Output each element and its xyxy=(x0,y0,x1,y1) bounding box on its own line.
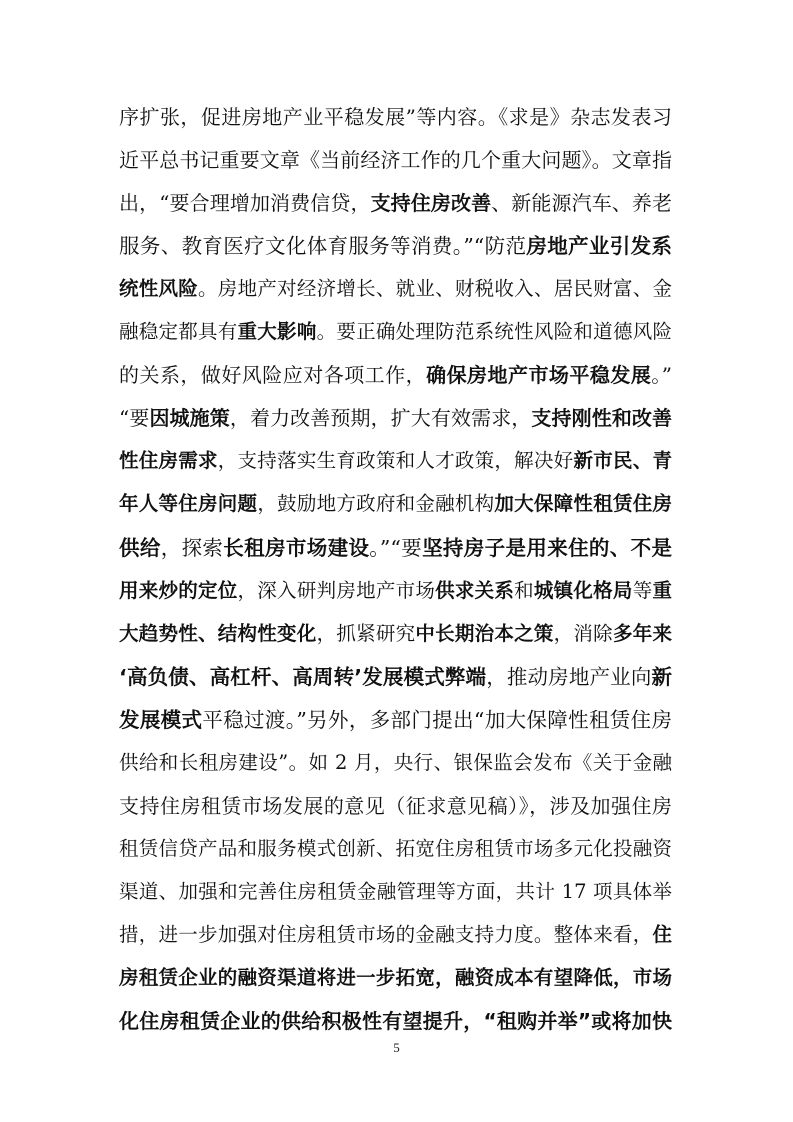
text-line xyxy=(119,743,672,783)
text-segment: 序扩张，促进房地产业平稳发展”等内容。《求是》杂志发表习 xyxy=(119,105,672,129)
bold-text-segment: 统性风险 xyxy=(119,277,199,301)
text-line xyxy=(119,958,672,998)
text-line xyxy=(119,657,672,697)
text-segment: ，着力改善预期，扩大有效需求， xyxy=(229,406,532,431)
text-line xyxy=(119,700,672,740)
text-segment: ，鼓励地方政府和金融机构 xyxy=(257,492,495,516)
text-line xyxy=(119,441,672,481)
bold-text-segment: 新市民、青 xyxy=(573,449,672,473)
text-segment: ，抓紧研究 xyxy=(316,621,416,645)
text-segment: 近平总书记重要文章《当前经济工作的几个重大问题》。文章指 xyxy=(119,148,672,173)
bold-text-segment: 住 xyxy=(652,922,672,946)
text-segment: 服务、教育医疗文化体育服务等消费。”“防范 xyxy=(119,234,527,259)
text-line xyxy=(119,1001,672,1041)
text-line xyxy=(119,915,672,955)
bold-text-segment: 因城施策 xyxy=(149,406,230,431)
bold-text-segment: 年人等住房问题 xyxy=(119,492,258,516)
bold-text-segment: 中长期治本之策 xyxy=(415,621,554,645)
bold-text-segment: 大趋势性、结构性变化 xyxy=(119,621,317,645)
bold-text-segment: 房租赁企业的融资渠道将进一步拓宽，融资成本有望降低，市场 xyxy=(119,966,672,989)
text-line xyxy=(119,528,672,568)
bold-text-segment: 新 xyxy=(651,664,672,689)
bold-text-segment: 支持刚性和改善 xyxy=(531,406,673,431)
bold-text-segment: 加大保障性租赁住房 xyxy=(494,492,672,516)
text-segment: ，支持落实生育政策和人才政策，解决好 xyxy=(217,449,574,473)
text-line xyxy=(119,614,672,654)
text-segment: 。”“要 xyxy=(369,535,423,560)
text-line xyxy=(119,398,672,438)
text-line xyxy=(119,829,672,869)
text-line xyxy=(119,872,672,912)
bold-text-segment: 发展模式 xyxy=(119,707,203,732)
text-segment: 平稳过渡。”另外，多部门提出“加大保障性租赁住房 xyxy=(202,707,672,732)
bold-text-segment: 多年来 xyxy=(612,621,672,645)
bold-text-segment: 用来炒的定位 xyxy=(119,578,238,602)
text-segment: 。” xyxy=(651,363,672,388)
text-line xyxy=(119,140,672,180)
bold-text-segment: 支持住房改善 xyxy=(370,191,492,216)
bold-text-segment: 房地产业引发系 xyxy=(526,234,673,259)
text-segment: “要 xyxy=(119,406,150,431)
text-segment: 出，“要合理增加消费信贷， xyxy=(119,191,371,216)
text-segment: 。房地产对经济增长、就业、财税收入、居民财富、金 xyxy=(198,277,672,301)
text-segment: ，深入研判房地产市场 xyxy=(237,578,436,602)
bold-text-segment: ‘高负债、高杠杆、高周转’发展模式弊端 xyxy=(119,664,487,689)
text-line xyxy=(119,571,672,611)
page-number: 5 xyxy=(393,1040,400,1055)
bold-text-segment: 重 xyxy=(652,578,672,602)
text-line xyxy=(119,97,672,137)
text-segment: 渠道、加强和完善住房租赁金融管理等方面，共计 17 项具体举 xyxy=(119,879,672,903)
text-line xyxy=(119,484,672,524)
text-segment: 融稳定都具有 xyxy=(119,320,238,344)
text-segment: ，探索 xyxy=(160,535,224,560)
bold-text-segment: 化住房租赁企业的供给积极性有望提升，“租购并举”或将加快 xyxy=(119,1009,672,1034)
text-line xyxy=(119,786,672,826)
text-segment: 等 xyxy=(632,578,653,602)
text-line xyxy=(119,312,672,352)
text-segment: ，消除 xyxy=(553,621,613,645)
bold-text-segment: 确保房地产市场平稳发展 xyxy=(426,363,652,388)
text-segment: 供给和长租房建设”。如 2 月，央行、银保监会发布《关于金融 xyxy=(119,750,672,774)
text-line xyxy=(119,183,672,223)
text-segment: 、新能源汽车、养老 xyxy=(491,191,673,216)
bold-text-segment: 坚持房子是用来住的、不是 xyxy=(422,535,673,560)
text-line xyxy=(119,269,672,309)
bold-text-segment: 性住房需求 xyxy=(119,449,218,473)
text-segment: 和 xyxy=(514,578,534,602)
bold-text-segment: 供求关系 xyxy=(435,578,515,602)
bold-text-segment: 城镇化格局 xyxy=(533,578,633,602)
bold-text-segment: 重大影响 xyxy=(237,320,317,344)
text-segment: 支持住房租赁市场发展的意见（征求意见稿）》，涉及加强住房 xyxy=(119,793,672,818)
text-segment: 措，进一步加强对住房租赁市场的金融支持力度。整体来看， xyxy=(119,922,653,946)
text-segment: 的关系，做好风险应对各项工作， xyxy=(119,363,427,388)
text-segment: 。要正确处理防范系统性风险和道德风险 xyxy=(316,320,672,344)
text-line xyxy=(119,226,672,266)
text-line xyxy=(119,355,672,395)
text-segment: 租赁信贷产品和服务模式创新、拓宽住房租赁市场多元化投融资 xyxy=(119,836,672,860)
bold-text-segment: 供给 xyxy=(119,535,161,560)
text-segment: ，推动房地产业向 xyxy=(486,664,652,689)
bold-text-segment: 长租房市场建设 xyxy=(223,535,370,560)
